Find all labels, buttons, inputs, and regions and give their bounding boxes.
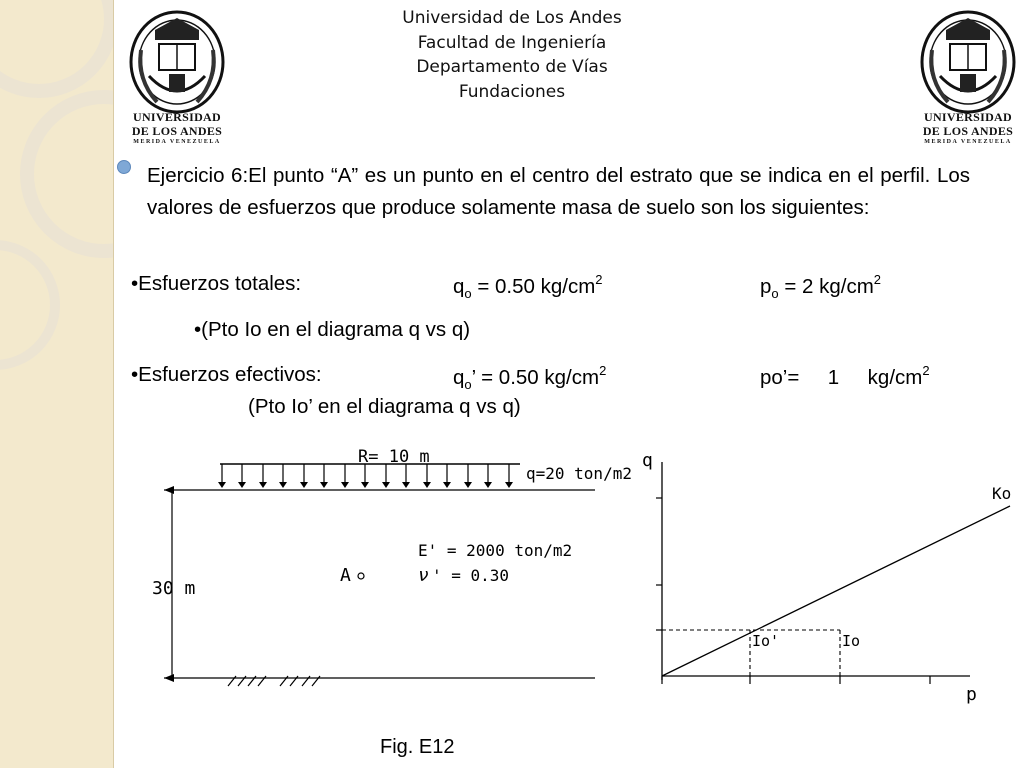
q-value-text: = 0.50 kg/cm <box>471 275 596 298</box>
p-value-text: po’= 1 kg/cm <box>760 366 923 389</box>
base-arrow-icon <box>164 674 174 682</box>
total-stress-note: •(Pto Io en el diagrama q vs q) <box>194 318 471 341</box>
p-value-text: = 2 kg/cm <box>778 275 874 298</box>
p-axis-ticks <box>662 676 930 684</box>
exponent: 2 <box>599 363 607 378</box>
header-course: Fundaciones <box>458 81 566 102</box>
y-axis-label: q <box>642 450 653 471</box>
effective-stress-label: •Esfuerzos efectivos: <box>131 363 322 386</box>
total-p-value <box>760 272 881 301</box>
total-stress-label: •Esfuerzos totales: <box>131 272 302 295</box>
exponent: 2 <box>595 272 603 287</box>
q-subscript: o <box>464 286 472 301</box>
effective-q-value <box>453 363 606 392</box>
figure-caption: Fig. E12 <box>380 736 455 758</box>
logo-city: MERIDA VENEZUELA <box>133 139 221 145</box>
p-symbol: p <box>760 275 772 298</box>
decorative-sidebar <box>0 0 114 768</box>
logo-right <box>918 10 1018 150</box>
effective-stress-note: (Pto Io’ en el diagrama q vs q) <box>248 395 521 418</box>
modulus-label: E' = 2000 ton/m2 <box>418 541 573 560</box>
exponent: 2 <box>873 272 882 287</box>
point-a-marker <box>358 573 364 579</box>
logo-name-line2: DE LOS ANDES <box>131 124 223 138</box>
q-axis-ticks <box>656 498 662 630</box>
effective-p-value <box>760 363 930 390</box>
ko-line-label: Ko <box>992 484 1012 503</box>
point-io-prime-label: Io' <box>752 632 780 650</box>
logo-left <box>127 10 227 150</box>
radius-label: R= 10 m <box>358 447 430 467</box>
q-value-text: ’ = 0.50 kg/cm <box>471 366 600 389</box>
q-symbol: q <box>453 366 465 389</box>
exercise-paragraph: Ejercicio 6:El punto “A” es un punto en el centro del estrato que se indica en el perfil. Los valores de esfuerzos que produce solamente masa de suelo son los siguientes: <box>147 164 970 219</box>
depth-label: 30 m <box>152 578 196 599</box>
exponent: 2 <box>922 363 930 378</box>
page-header <box>300 6 724 104</box>
logo-city: MERIDA VENEZUELA <box>924 139 1012 145</box>
header-department: Departamento de Vías <box>416 57 608 77</box>
logo-name-line1: UNIVERSIDAD <box>133 110 221 124</box>
poisson-symbol: ν <box>418 565 429 586</box>
logo-name-line2: DE LOS ANDES <box>922 124 1014 138</box>
soil-profile-diagram <box>150 440 640 700</box>
total-q-value <box>453 272 603 301</box>
p-subscript: o <box>771 286 779 301</box>
load-arrowheads <box>218 482 513 488</box>
q-p-stress-path-diagram <box>640 448 1024 710</box>
ko-line <box>662 506 1010 676</box>
blue-bullet-dot <box>117 160 131 174</box>
x-axis-label: p <box>966 684 977 705</box>
q-symbol: q <box>453 275 465 298</box>
point-io-label: Io <box>842 632 861 650</box>
university-seal-icon <box>918 10 1018 118</box>
poisson-label: ' = 0.30 <box>432 566 510 585</box>
logo-name-line1: UNIVERSIDAD <box>924 110 1012 124</box>
header-university: Universidad de Los Andes <box>402 8 622 28</box>
exercise-body <box>147 160 970 224</box>
q-subscript: o <box>464 377 472 392</box>
point-a-label: A <box>340 565 351 586</box>
university-seal-icon <box>127 10 227 118</box>
load-label: q=20 ton/m2 <box>526 464 632 483</box>
header-faculty: Facultad de Ingeniería <box>417 32 607 53</box>
